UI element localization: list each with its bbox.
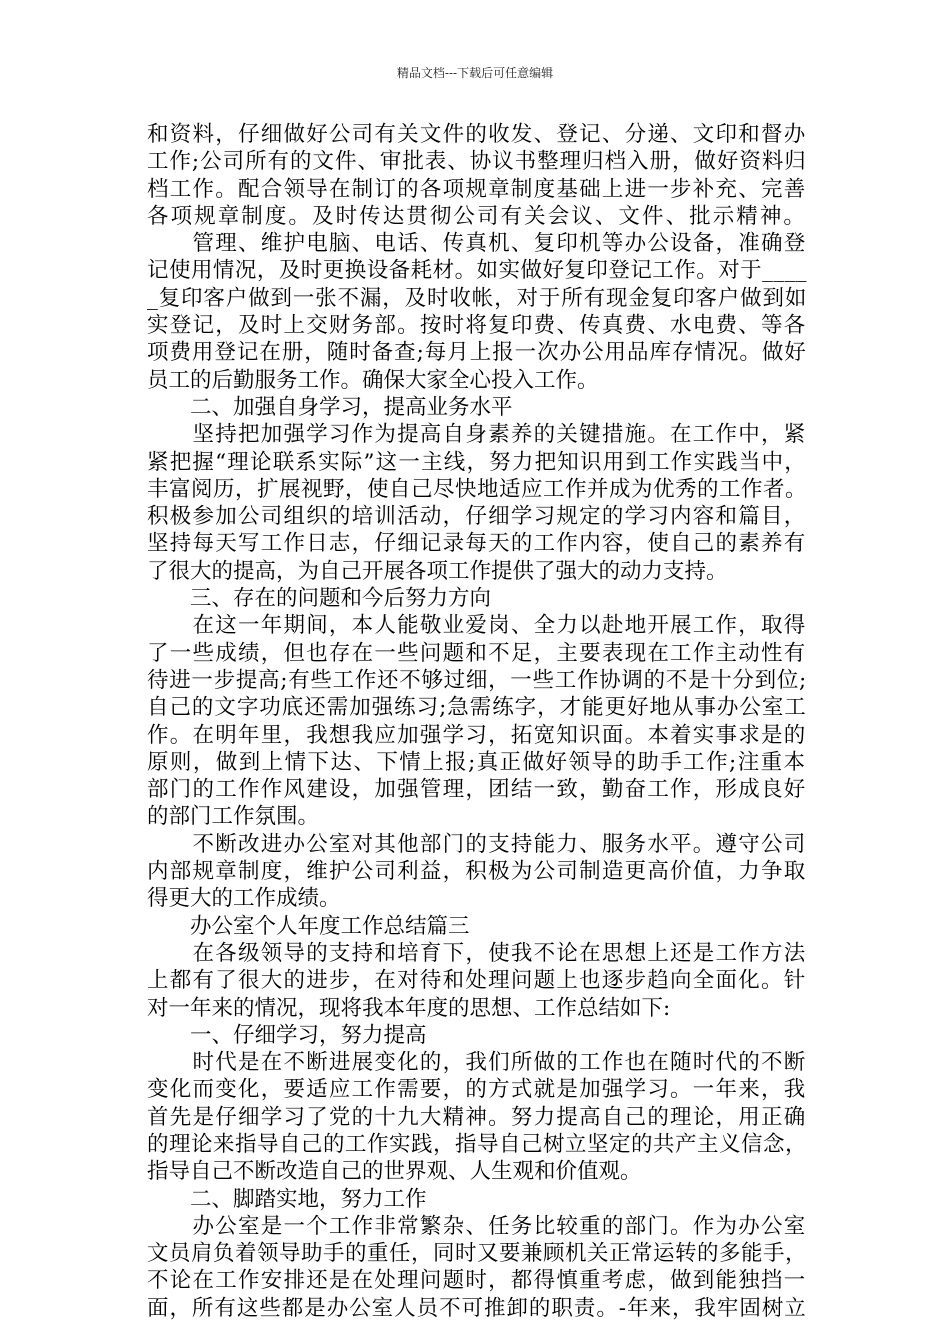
text-line: 一、仔细学习，努力提高 [147,1022,427,1048]
page-header: 精品文档---下载后可任意编辑 [396,66,554,80]
text-line: 上都有了很大的进步，在对待和处理问题上也逐步趋向全面化。针 [147,968,807,994]
text-line: 文员肩负着领导助手的重任，同时又要兼顾机关正常运转的多能手， [147,1241,808,1267]
text-line: 对一年来的情况，现将我本年度的思想、工作总结如下: [147,995,671,1021]
text-line: 项费用登记在册，随时备查;每月上报一次办公用品库存情况。做好 [147,340,807,366]
text-line: 和资料，仔细做好公司有关文件的收发、登记、分递、文印和督办 [147,122,807,147]
document-body [147,121,807,1322]
text-line: 面，所有这些都是办公室人员不可推卸的职责。-年来，我牢固树立 [147,1295,807,1321]
text-line: 各项规章制度。及时传达贯彻公司有关会议、文件、批示精神。 [147,203,808,229]
text-line: 员工的后勤服务工作。确保大家全心投入工作。 [147,367,599,393]
text-line: 不断改进办公室对其他部门的支持能力、服务水平。遵守公司 [147,831,807,857]
text-line: 三、存在的问题和今后努力方向 [147,586,492,612]
text-line: 的理论来指导自己的工作实践，指导自己树立坚定的共产主义信念， [147,1131,808,1157]
text-line: 了一些成绩，但也存在一些问题和不足，主要表现在工作主动性有 [147,640,807,666]
text-line: 档工作。配合领导在制订的各项规章制度基础上进一步补充、完善 [147,176,807,202]
text-line: 坚持每天写工作日志，仔细记录每天的工作内容，使自己的素养有 [147,531,807,557]
text-line: 记使用情况，及时更换设备耗材。如实做好复印登记工作。对于____ [147,258,808,284]
text-line: 在各级领导的支持和培育下，使我不论在思想上还是工作方法 [147,940,807,966]
text-line: 在这一年期间，本人能敬业爱岗、全力以赴地开展工作，取得 [147,613,807,639]
text-line: 原则，做到上情下达、下情上报;真正做好领导的助手工作;注重本 [147,749,807,775]
text-line: 坚持把加强学习作为提高自身素养的关键措施。在工作中，紧 [147,422,807,448]
text-line: 作。在明年里，我想我应加强学习，拓宽知识面。本着实事求是的 [147,722,807,748]
text-line: 得更大的工作成绩。 [147,886,341,912]
text-line: 自己的文字功底还需加强练习;急需练字，才能更好地从事办公室工 [147,695,807,721]
text-line: _复印客户做到一张不漏，及时收帐，对于所有现金复印客户做到如 [147,285,808,311]
text-line: 丰富阅历，扩展视野，使自己尽快地适应工作并成为优秀的工作者。 [147,476,808,502]
text-line: 紧把握“理论联系实际”这一主线，努力把知识用到工作实践当中， [147,449,807,475]
text-line: 二、脚踏实地，努力工作 [147,1186,427,1212]
text-line: 待进一步提高;有些工作还不够过细，一些工作协调的不是十分到位; [147,667,807,693]
text-line: 二、加强自身学习，提高业务水平 [147,394,513,420]
text-line: 实登记，及时上交财务部。按时将复印费、传真费、水电费、等各 [147,313,807,339]
text-line: 时代是在不断进展变化的，我们所做的工作也在随时代的不断 [147,1050,807,1076]
text-line: 首先是仔细学习了党的十九大精神。努力提高自己的理论，用正确 [147,1104,807,1130]
text-line: 管理、维护电脑、电话、传真机、复印机等办公设备，准确登 [147,231,807,257]
text-line: 的部门工作氛围。 [147,804,320,830]
text-line: 变化而变化，要适应工作需要，的方式就是加强学习。一年来，我 [147,1077,807,1103]
text-line: 了很大的提高，为自己开展各项工作提供了强大的动力支持。 [147,558,728,584]
text-line: 指导自己不断改造自己的世界观、人生观和价值观。 [147,1159,642,1185]
text-line: 不论在工作安排还是在处理问题时，都得慎重考虑，做到能独挡一 [147,1268,807,1294]
text-line: 办公室个人年度工作总结篇三 [147,913,470,939]
text-line: 办公室是一个工作非常繁杂、任务比较重的部门。作为办公室 [147,1213,807,1239]
text-line: 部门的工作作风建设，加强管理，团结一致，勤奋工作，形成良好 [147,777,807,803]
text-line: 工作;公司所有的文件、审批表、协议书整理归档入册，做好资料归 [147,149,807,175]
text-line: 积极参加公司组织的培训活动，仔细学习规定的学习内容和篇目， [147,504,807,530]
text-line: 内部规章制度，维护公司利益，积极为公司制造更高价值，力争取 [147,859,807,885]
